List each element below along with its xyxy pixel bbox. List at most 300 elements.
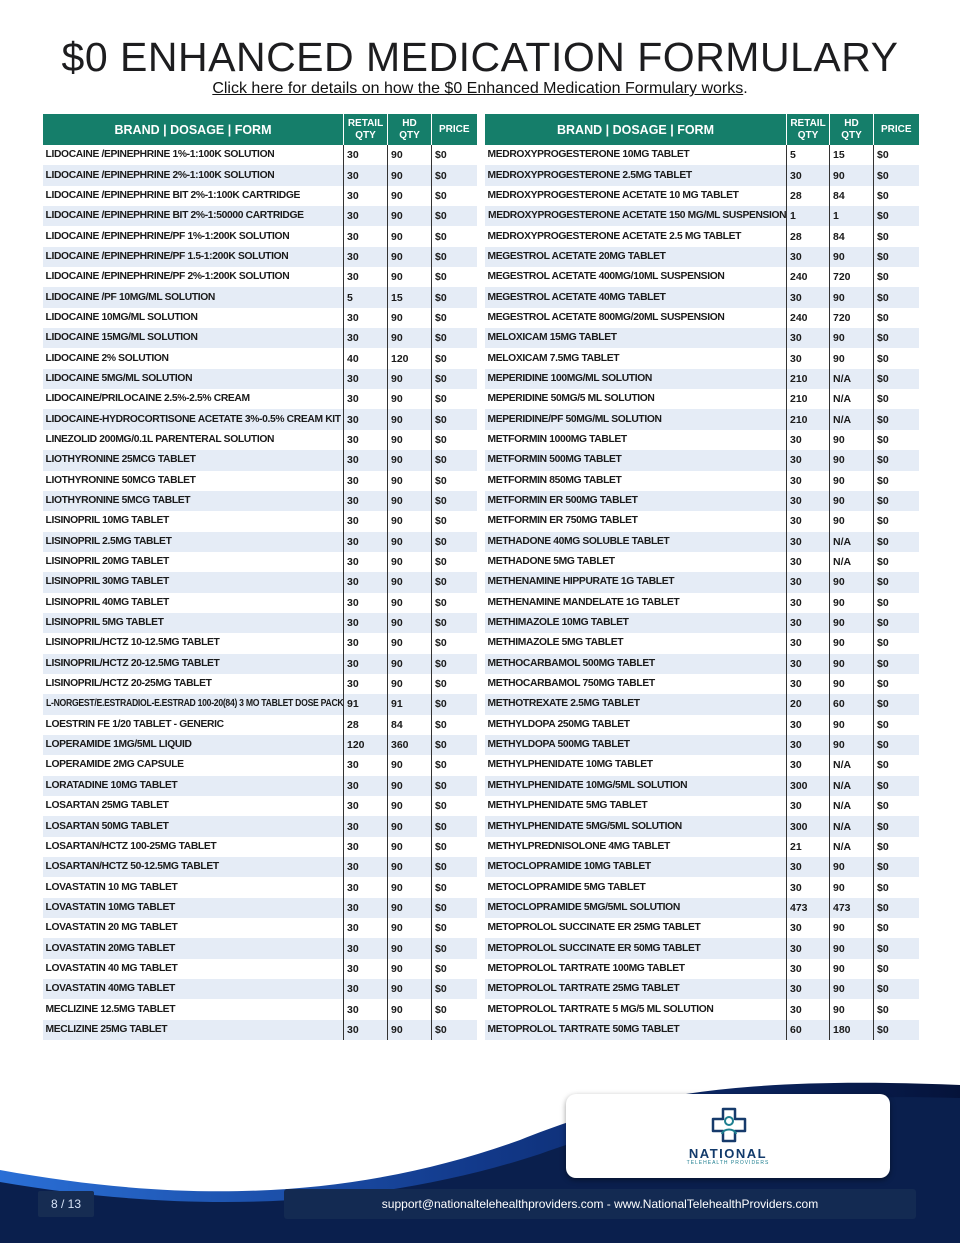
drug-name-cell: LOVASTATIN 10MG TABLET <box>43 898 344 918</box>
retail-qty-cell: 30 <box>787 857 830 877</box>
table-row <box>43 267 477 287</box>
price-cell: $0 <box>874 633 919 653</box>
hd-qty-cell: 90 <box>830 572 874 592</box>
hd-qty-cell: 15 <box>830 145 874 165</box>
retail-qty-cell: 30 <box>344 471 388 491</box>
price-cell: $0 <box>432 613 477 633</box>
table-row <box>485 491 919 511</box>
table-row <box>485 348 919 368</box>
retail-qty-cell: 30 <box>787 755 830 775</box>
hd-qty-cell: 90 <box>830 918 874 938</box>
drug-name-cell: MEGESTROL ACETATE 800MG/20ML SUSPENSION <box>487 311 725 323</box>
hd-qty-cell: N/A <box>830 837 874 857</box>
hd-qty-cell: 90 <box>830 735 874 755</box>
drug-name-cell: METHADONE 5MG TABLET <box>487 556 615 568</box>
table-row <box>485 145 919 165</box>
price-cell: $0 <box>432 206 477 226</box>
hd-qty-cell: 90 <box>388 1020 432 1040</box>
hd-qty-cell: 90 <box>388 511 432 531</box>
table-row <box>43 226 477 246</box>
drug-name-cell: METHYLPREDNISOLONE 4MG TABLET <box>487 840 670 852</box>
table-row <box>43 674 477 694</box>
hd-qty-cell: 90 <box>830 979 874 999</box>
hd-qty-cell: 90 <box>830 999 874 1019</box>
hd-qty-cell: 90 <box>388 593 432 613</box>
table-row <box>43 308 477 328</box>
retail-qty-cell: 30 <box>344 552 388 572</box>
retail-qty-cell: 30 <box>344 938 388 958</box>
retail-qty-cell: 30 <box>787 796 830 816</box>
retail-qty-cell: 91 <box>344 694 388 714</box>
col-header-retail-qty: RETAIL QTY <box>787 114 830 145</box>
retail-qty-cell: 30 <box>787 165 830 185</box>
price-cell: $0 <box>874 776 919 796</box>
table-row <box>485 328 919 348</box>
hd-qty-cell: 360 <box>388 735 432 755</box>
drug-name-cell: LIDOCAINE 2% SOLUTION <box>45 352 169 364</box>
retail-qty-cell: 30 <box>344 267 388 287</box>
price-cell: $0 <box>432 857 477 877</box>
col-header-brand: BRAND | DOSAGE | FORM <box>485 114 787 145</box>
drug-name-cell: LOSARTAN 25MG TABLET <box>45 800 169 812</box>
price-cell: $0 <box>874 816 919 836</box>
drug-name-cell: MECLIZINE 25MG TABLET <box>43 1020 344 1040</box>
price-cell: $0 <box>432 999 477 1019</box>
price-cell: $0 <box>432 877 477 897</box>
drug-name-cell: LIDOCAINE 5MG/ML SOLUTION <box>43 369 344 389</box>
hd-qty-cell: 120 <box>388 348 432 368</box>
hd-qty-cell: 90 <box>830 857 874 877</box>
price-cell: $0 <box>874 735 919 755</box>
retail-qty-cell: 300 <box>787 816 830 836</box>
price-cell: $0 <box>432 898 477 918</box>
price-cell: $0 <box>874 857 919 877</box>
table-row <box>43 776 477 796</box>
retail-qty-cell: 21 <box>787 837 830 857</box>
hd-qty-cell: 90 <box>830 471 874 491</box>
drug-name-cell: LIDOCAINE 10MG/ML SOLUTION <box>45 311 198 323</box>
table-row <box>485 918 919 938</box>
retail-qty-cell: 30 <box>344 674 388 694</box>
drug-name-cell: LOSARTAN/HCTZ 50-12.5MG TABLET <box>43 857 344 877</box>
drug-name-cell: LISINOPRIL 40MG TABLET <box>45 596 169 608</box>
drug-name-cell: LIDOCAINE /EPINEPHRINE BIT 2%-1:100K CARTRIDGE <box>45 189 301 201</box>
table-row <box>43 898 477 918</box>
page-number: 8 / 13 <box>38 1191 94 1217</box>
hd-qty-cell: 90 <box>830 959 874 979</box>
drug-name-cell: LIOTHYRONINE 25MCG TABLET <box>43 450 344 470</box>
col-header-retail-qty: RETAIL QTY <box>344 114 388 145</box>
retail-qty-cell: 30 <box>344 165 388 185</box>
hd-qty-cell: 90 <box>388 938 432 958</box>
retail-qty-cell: 1 <box>787 206 830 226</box>
hd-qty-cell: 84 <box>830 226 874 246</box>
hd-qty-cell: N/A <box>830 409 874 429</box>
drug-name-cell: LIDOCAINE/PRILOCAINE 2.5%-2.5% CREAM <box>45 393 250 405</box>
drug-name-cell: MEPERIDINE 50MG/5 ML SOLUTION <box>487 393 655 405</box>
price-cell: $0 <box>432 1020 477 1040</box>
drug-name-cell: LOPERAMIDE 2MG CAPSULE <box>45 759 184 771</box>
retail-qty-cell: 30 <box>344 226 388 246</box>
hd-qty-cell: 90 <box>830 938 874 958</box>
drug-name-cell: METHENAMINE HIPPURATE 1G TABLET <box>485 572 787 592</box>
price-cell: $0 <box>874 328 919 348</box>
table-row <box>43 999 477 1019</box>
drug-name-cell: METOPROLOL SUCCINATE ER 50MG TABLET <box>485 938 787 958</box>
hd-qty-cell: 90 <box>388 409 432 429</box>
retail-qty-cell: 30 <box>787 877 830 897</box>
drug-name-cell: METOCLOPRAMIDE 10MG TABLET <box>485 857 787 877</box>
drug-name-cell: LIDOCAINE /PF 10MG/ML SOLUTION <box>43 287 344 307</box>
drug-name-cell: MEPERIDINE/PF 50MG/ML SOLUTION <box>485 409 787 429</box>
retail-qty-cell: 30 <box>344 613 388 633</box>
price-cell: $0 <box>432 491 477 511</box>
hd-qty-cell: 90 <box>830 348 874 368</box>
col-header-brand: BRAND | DOSAGE | FORM <box>43 114 344 145</box>
retail-qty-cell: 30 <box>344 796 388 816</box>
table-row <box>485 450 919 470</box>
price-cell: $0 <box>432 409 477 429</box>
price-cell: $0 <box>432 511 477 531</box>
retail-qty-cell: 30 <box>787 511 830 531</box>
table-row <box>43 511 477 531</box>
price-cell: $0 <box>874 572 919 592</box>
table-row <box>485 959 919 979</box>
table-row <box>485 674 919 694</box>
hd-qty-cell: 90 <box>388 328 432 348</box>
drug-name-cell: LIDOCAINE /EPINEPHRINE/PF 1.5-1:200K SOLUTION <box>43 247 344 267</box>
details-link[interactable]: Click here for details on how the $0 Enhanced Medication Formulary works <box>212 80 744 97</box>
price-cell: $0 <box>432 633 477 653</box>
retail-qty-cell: 30 <box>344 816 388 836</box>
hd-qty-cell: 90 <box>388 532 432 552</box>
hd-qty-cell: 90 <box>830 287 874 307</box>
table-row <box>43 328 477 348</box>
retail-qty-cell: 30 <box>344 898 388 918</box>
retail-qty-cell: 30 <box>344 999 388 1019</box>
hd-qty-cell: N/A <box>830 755 874 775</box>
hd-qty-cell: 90 <box>830 328 874 348</box>
price-cell: $0 <box>874 938 919 958</box>
drug-name-cell: LISINOPRIL/HCTZ 10-12.5MG TABLET <box>45 637 220 649</box>
table-row <box>485 308 919 328</box>
table-row <box>43 206 477 226</box>
hd-qty-cell: 90 <box>830 633 874 653</box>
retail-qty-cell: 30 <box>344 633 388 653</box>
retail-qty-cell: 30 <box>344 857 388 877</box>
table-row <box>485 857 919 877</box>
hd-qty-cell: N/A <box>830 389 874 409</box>
price-cell: $0 <box>874 145 919 165</box>
table-row <box>485 532 919 552</box>
table-row <box>43 918 477 938</box>
page-title: $0 ENHANCED MEDICATION FORMULARY <box>61 34 899 80</box>
drug-name-cell: LIOTHYRONINE 5MCG TABLET <box>43 491 344 511</box>
table-row <box>485 247 919 267</box>
retail-qty-cell: 30 <box>787 593 830 613</box>
formulary-table-left <box>42 114 477 1040</box>
retail-qty-cell: 30 <box>787 247 830 267</box>
retail-qty-cell: 473 <box>787 898 830 918</box>
table-row <box>43 613 477 633</box>
retail-qty-cell: 30 <box>344 755 388 775</box>
drug-name-cell: MEDROXYPROGESTERONE ACETATE 10 MG TABLET <box>487 189 739 201</box>
price-cell: $0 <box>432 267 477 287</box>
col-header-hd-qty: HD QTY <box>830 114 874 145</box>
retail-qty-cell: 30 <box>344 389 388 409</box>
retail-qty-cell: 30 <box>344 654 388 674</box>
drug-name-cell: METHIMAZOLE 10MG TABLET <box>485 613 787 633</box>
table-row <box>43 633 477 653</box>
retail-qty-cell: 300 <box>787 776 830 796</box>
hd-qty-cell: 90 <box>388 674 432 694</box>
hd-qty-cell: 90 <box>388 247 432 267</box>
table-row <box>43 816 477 836</box>
table-row <box>485 938 919 958</box>
hd-qty-cell: 90 <box>388 165 432 185</box>
price-cell: $0 <box>432 593 477 613</box>
drug-name-cell: METOPROLOL TARTRATE 5 MG/5 ML SOLUTION <box>487 1003 714 1015</box>
table-row <box>43 654 477 674</box>
hd-qty-cell: 90 <box>388 755 432 775</box>
table-row <box>485 572 919 592</box>
price-cell: $0 <box>432 532 477 552</box>
table-row <box>485 186 919 206</box>
hd-qty-cell: 90 <box>388 816 432 836</box>
hd-qty-cell: 90 <box>830 877 874 897</box>
drug-name-cell: LISINOPRIL/HCTZ 20-12.5MG TABLET <box>43 654 344 674</box>
hd-qty-cell: 84 <box>388 715 432 735</box>
col-header-price: PRICE <box>432 114 477 145</box>
retail-qty-cell: 30 <box>787 979 830 999</box>
price-cell: $0 <box>874 654 919 674</box>
hd-qty-cell: 84 <box>830 186 874 206</box>
retail-qty-cell: 20 <box>787 694 830 714</box>
hd-qty-cell: 91 <box>388 694 432 714</box>
retail-qty-cell: 30 <box>787 938 830 958</box>
col-header-price: PRICE <box>874 114 919 145</box>
table-row <box>485 552 919 572</box>
price-cell: $0 <box>432 328 477 348</box>
retail-qty-cell: 30 <box>787 328 830 348</box>
price-cell: $0 <box>432 735 477 755</box>
price-cell: $0 <box>432 247 477 267</box>
table-body-right <box>485 145 919 1040</box>
table-row <box>485 877 919 897</box>
contact-bar: support@nationaltelehealthproviders.com - www.NationalTelehealthProviders.com <box>284 1189 916 1219</box>
retail-qty-cell: 30 <box>344 837 388 857</box>
table-row <box>485 206 919 226</box>
drug-name-cell: LOSARTAN 50MG TABLET <box>43 816 344 836</box>
table-row <box>485 369 919 389</box>
price-cell: $0 <box>874 999 919 1019</box>
table-row <box>485 267 919 287</box>
table-row <box>43 857 477 877</box>
drug-name-cell: METHYLPHENIDATE 5MG TABLET <box>487 800 648 812</box>
retail-qty-cell: 30 <box>787 674 830 694</box>
price-cell: $0 <box>874 674 919 694</box>
price-cell: $0 <box>432 165 477 185</box>
table-row <box>485 226 919 246</box>
table-row <box>485 776 919 796</box>
drug-name-cell: LISINOPRIL/HCTZ 20-25MG TABLET <box>45 678 212 690</box>
hd-qty-cell: 180 <box>830 1020 874 1040</box>
price-cell: $0 <box>432 755 477 775</box>
drug-name-cell: LOVASTATIN 20 MG TABLET <box>45 922 178 934</box>
hd-qty-cell: 90 <box>388 979 432 999</box>
drug-name-cell: LOPERAMIDE 1MG/5ML LIQUID <box>43 735 344 755</box>
table-row <box>485 1020 919 1040</box>
hd-qty-cell: 90 <box>830 430 874 450</box>
price-cell: $0 <box>432 450 477 470</box>
hd-qty-cell: 90 <box>830 511 874 531</box>
table-row <box>43 837 477 857</box>
table-row <box>43 348 477 368</box>
hd-qty-cell: 90 <box>388 430 432 450</box>
price-cell: $0 <box>874 247 919 267</box>
retail-qty-cell: 28 <box>787 226 830 246</box>
retail-qty-cell: 240 <box>787 308 830 328</box>
table-row <box>43 287 477 307</box>
hd-qty-cell: 90 <box>830 450 874 470</box>
price-cell: $0 <box>874 959 919 979</box>
table-row <box>485 430 919 450</box>
retail-qty-cell: 30 <box>344 1020 388 1040</box>
retail-qty-cell: 30 <box>787 532 830 552</box>
price-cell: $0 <box>874 206 919 226</box>
drug-name-cell: MELOXICAM 7.5MG TABLET <box>487 352 620 364</box>
retail-qty-cell: 5 <box>787 145 830 165</box>
table-row <box>485 511 919 531</box>
drug-name-cell: METHYLPHENIDATE 10MG TABLET <box>487 759 653 771</box>
retail-qty-cell: 30 <box>344 491 388 511</box>
hd-qty-cell: N/A <box>830 532 874 552</box>
hd-qty-cell: 90 <box>388 776 432 796</box>
drug-name-cell: MEDROXYPROGESTERONE ACETATE 2.5 MG TABLET <box>487 230 742 242</box>
drug-name-cell: MECLIZINE 12.5MG TABLET <box>45 1003 176 1015</box>
table-row <box>43 186 477 206</box>
price-cell: $0 <box>432 572 477 592</box>
drug-name-cell: METHIMAZOLE 5MG TABLET <box>487 637 624 649</box>
hd-qty-cell: N/A <box>830 552 874 572</box>
retail-qty-cell: 30 <box>787 959 830 979</box>
hd-qty-cell: 90 <box>388 857 432 877</box>
table-row <box>485 613 919 633</box>
price-cell: $0 <box>432 226 477 246</box>
table-row <box>485 471 919 491</box>
drug-name-cell: METFORMIN ER 750MG TABLET <box>487 515 638 527</box>
price-cell: $0 <box>432 715 477 735</box>
price-cell: $0 <box>432 776 477 796</box>
drug-name-cell: METHYLPHENIDATE 10MG/5ML SOLUTION <box>485 776 787 796</box>
hd-qty-cell: 90 <box>388 308 432 328</box>
retail-qty-cell: 40 <box>344 348 388 368</box>
table-row <box>485 999 919 1019</box>
retail-qty-cell: 30 <box>787 450 830 470</box>
table-row <box>43 796 477 816</box>
table-row <box>43 471 477 491</box>
price-cell: $0 <box>874 491 919 511</box>
hd-qty-cell: 90 <box>388 450 432 470</box>
drug-name-cell: LISINOPRIL 2.5MG TABLET <box>43 532 344 552</box>
hd-qty-cell: 90 <box>388 898 432 918</box>
table-row <box>43 979 477 999</box>
retail-qty-cell: 30 <box>787 613 830 633</box>
hd-qty-cell: 15 <box>388 287 432 307</box>
hd-qty-cell: 90 <box>388 999 432 1019</box>
table-row <box>43 145 477 165</box>
table-row <box>485 287 919 307</box>
price-cell: $0 <box>874 430 919 450</box>
drug-name-cell: LIOTHYRONINE 50MCG TABLET <box>45 474 196 486</box>
retail-qty-cell: 30 <box>344 430 388 450</box>
table-row <box>43 369 477 389</box>
table-row <box>485 593 919 613</box>
price-cell: $0 <box>874 165 919 185</box>
hd-qty-cell: 90 <box>388 145 432 165</box>
drug-name-cell: LOSARTAN/HCTZ 100-25MG TABLET <box>45 840 217 852</box>
retail-qty-cell: 210 <box>787 369 830 389</box>
drug-name-cell: METFORMIN ER 500MG TABLET <box>485 491 787 511</box>
price-cell: $0 <box>874 450 919 470</box>
price-cell: $0 <box>874 308 919 328</box>
retail-qty-cell: 30 <box>344 776 388 796</box>
retail-qty-cell: 30 <box>344 959 388 979</box>
logo-name: NATIONAL <box>688 1146 768 1161</box>
drug-name-cell: METHENAMINE MANDELATE 1G TABLET <box>487 596 680 608</box>
hd-qty-cell: 90 <box>388 267 432 287</box>
price-cell: $0 <box>874 267 919 287</box>
drug-name-cell: MEGESTROL ACETATE 20MG TABLET <box>485 247 787 267</box>
table-row <box>485 898 919 918</box>
price-cell: $0 <box>874 552 919 572</box>
price-cell: $0 <box>874 979 919 999</box>
hd-qty-cell: 90 <box>388 206 432 226</box>
table-row <box>43 409 477 429</box>
table-row <box>43 877 477 897</box>
price-cell: $0 <box>432 308 477 328</box>
hd-qty-cell: N/A <box>830 796 874 816</box>
retail-qty-cell: 5 <box>344 287 388 307</box>
drug-name-cell: METOPROLOL TARTRATE 100MG TABLET <box>487 962 685 974</box>
col-header-hd-qty: HD QTY <box>388 114 432 145</box>
retail-qty-cell: 30 <box>787 348 830 368</box>
price-cell: $0 <box>874 389 919 409</box>
drug-name-cell: MEDROXYPROGESTERONE 10MG TABLET <box>487 149 690 161</box>
drug-name-cell: L-NORGEST/E.ESTRADIOL-E.ESTRAD 100-20(84) 3 MO TABLET DOSE PACK <box>43 694 344 714</box>
table-row <box>43 572 477 592</box>
price-cell: $0 <box>874 755 919 775</box>
price-cell: $0 <box>874 694 919 714</box>
drug-name-cell: LISINOPRIL 10MG TABLET <box>45 515 169 527</box>
table-row <box>43 552 477 572</box>
hd-qty-cell: 90 <box>388 369 432 389</box>
retail-qty-cell: 30 <box>344 145 388 165</box>
drug-name-cell: METHOCARBAMOL 750MG TABLET <box>487 678 655 690</box>
retail-qty-cell: 30 <box>787 430 830 450</box>
table-row <box>485 715 919 735</box>
retail-qty-cell: 60 <box>787 1020 830 1040</box>
hd-qty-cell: 473 <box>830 898 874 918</box>
hd-qty-cell: 90 <box>388 959 432 979</box>
table-row <box>485 409 919 429</box>
drug-name-cell: MEDROXYPROGESTERONE 2.5MG TABLET <box>485 165 787 185</box>
medical-cross-icon <box>710 1106 748 1144</box>
drug-name-cell: METFORMIN 850MG TABLET <box>487 474 622 486</box>
retail-qty-cell: 30 <box>344 979 388 999</box>
price-cell: $0 <box>432 145 477 165</box>
price-cell: $0 <box>432 918 477 938</box>
